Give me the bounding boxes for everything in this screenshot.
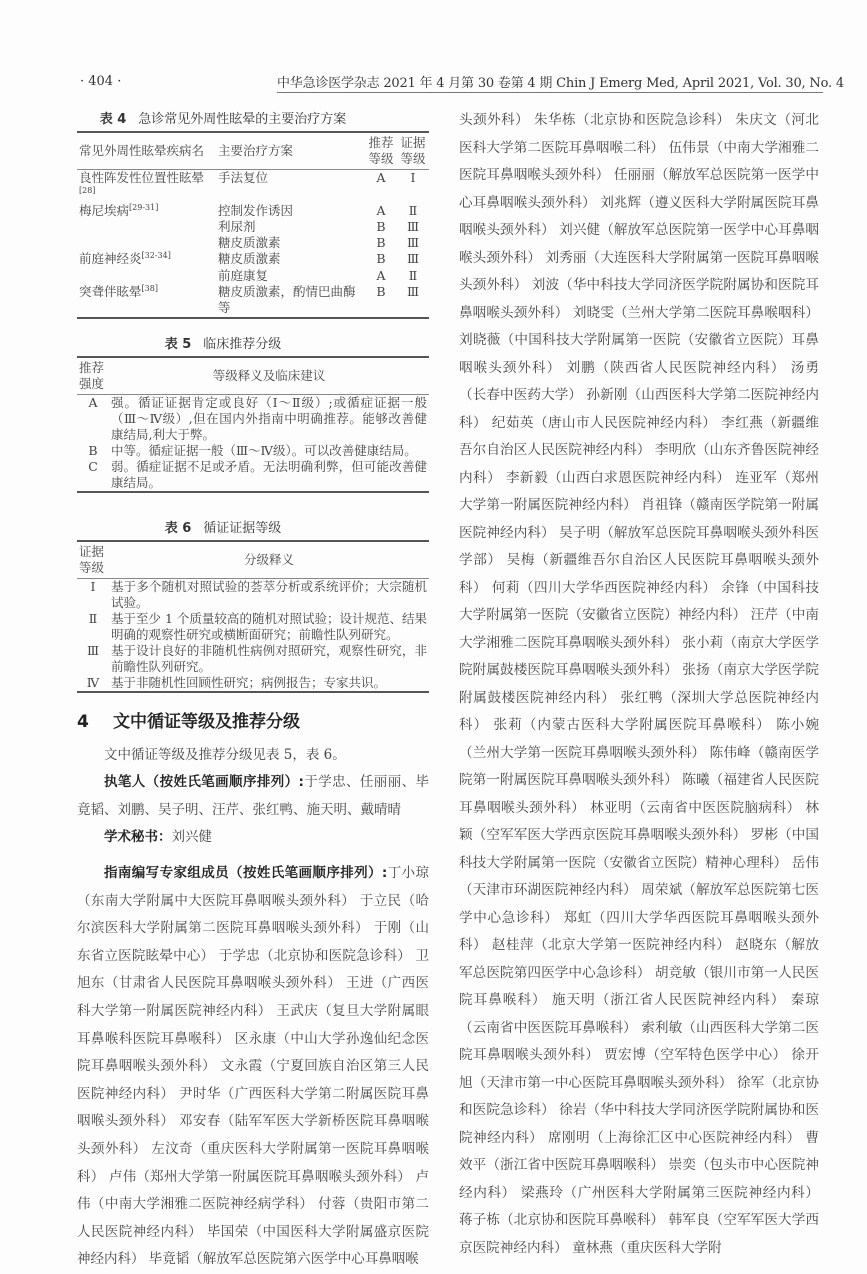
description-cell: 弱。循症证据不足或矛盾。无法明确利弊，但可能改善健康结局。 bbox=[111, 458, 427, 490]
level-cell: A bbox=[88, 394, 98, 410]
recommendation-level-cell: A bbox=[376, 170, 386, 185]
level-cell: C bbox=[88, 458, 98, 474]
right-column bbox=[459, 107, 819, 1262]
evidence-level-cell: Ⅲ bbox=[406, 251, 420, 267]
table4-row bbox=[77, 284, 429, 318]
secretary-label: 学术秘书： bbox=[104, 829, 172, 846]
table4-row bbox=[77, 235, 429, 251]
table4-row bbox=[77, 203, 429, 219]
section-title: 文中循证等级及推荐分级 bbox=[113, 711, 300, 732]
table4 bbox=[77, 131, 429, 319]
table4-title: 急诊常见外周性眩晕的主要治疗方案 bbox=[138, 112, 347, 127]
recommendation-level-cell: B bbox=[376, 235, 386, 251]
table4-disease-cell bbox=[77, 203, 216, 219]
secretary-name: 刘兴健 bbox=[171, 829, 212, 846]
reference-citation: [29-31] bbox=[129, 202, 159, 212]
table4-header-rec: 推荐等级 bbox=[368, 135, 394, 166]
table5-row bbox=[77, 394, 429, 443]
experts-label: 指南编写专家组成员（按姓氏笔画顺序排列）: bbox=[104, 865, 388, 882]
level-cell: Ⅱ bbox=[88, 610, 98, 626]
table4-disease-cell bbox=[77, 219, 216, 235]
authors-paragraph bbox=[77, 769, 429, 824]
table5-row bbox=[77, 443, 429, 459]
table6-header-desc: 分级释义 bbox=[243, 551, 294, 567]
table6-row bbox=[77, 578, 429, 611]
recommendation-level-cell: A bbox=[376, 202, 386, 218]
table4-row bbox=[77, 268, 429, 284]
treatment-cell: 糖皮质激素 bbox=[218, 235, 281, 251]
page-number: · 404 · bbox=[80, 74, 122, 89]
running-head: 中华急诊医学杂志 2021 年 4 月第 30 卷第 4 期 Chin J Emerg Med, April 2021, Vol. 30, No. 4 bbox=[277, 72, 823, 93]
description-cell: 基于至少 1 个质量较高的随机对照试验；设计规范、结果明确的观察性研究或横断面研究；前瞻性队列研究。 bbox=[111, 610, 427, 642]
recommendation-level-cell: B bbox=[376, 218, 386, 234]
reference-citation: [28] bbox=[79, 186, 96, 196]
table4-caption bbox=[77, 108, 369, 127]
treatment-cell: 糖皮质激素，酌情巴曲酶等 bbox=[218, 284, 356, 316]
table6-row bbox=[77, 643, 429, 675]
table6-caption bbox=[77, 517, 369, 536]
table6-row bbox=[77, 675, 429, 692]
treatment-cell: 前庭康复 bbox=[218, 267, 269, 283]
evidence-level-cell: Ⅱ bbox=[408, 267, 418, 283]
table6 bbox=[77, 540, 429, 693]
table5-header-desc: 等级释义及临床建议 bbox=[212, 367, 326, 383]
section-body: 文中循证等级及推荐分级见表 5，表 6。 bbox=[104, 746, 346, 763]
table4-header-treatment: 主要治疗方案 bbox=[218, 143, 294, 158]
evidence-level-cell: Ⅲ bbox=[406, 235, 420, 251]
authors-label: 执笔人（按姓氏笔画顺序排列）: bbox=[104, 774, 304, 791]
secretary-paragraph bbox=[77, 824, 429, 852]
treatment-cell: 手法复位 bbox=[218, 170, 269, 185]
table4-row bbox=[77, 219, 429, 235]
table6-title: 循证证据等级 bbox=[203, 520, 282, 536]
disease-name: 前庭神经炎 bbox=[79, 251, 142, 267]
disease-name: 梅尼埃病 bbox=[79, 202, 130, 218]
treatment-cell: 利尿剂 bbox=[218, 218, 256, 234]
table4-header-evidence: 证据等级 bbox=[400, 135, 426, 166]
authors-names: 于学忠、任丽丽、毕竟韬、刘鹏、吴子明、汪芹、张红鸭、施天明、戴晴晴 bbox=[77, 774, 429, 818]
table4-disease-cell bbox=[77, 170, 216, 203]
level-cell: Ⅳ bbox=[86, 674, 100, 690]
table4-disease-cell bbox=[77, 235, 216, 251]
reference-citation: [32-34] bbox=[141, 251, 171, 261]
experts-paragraph-right: 头颈外科） 朱华栋（北京协和医院急诊科） 朱庆文（河北医科大学第二医院耳鼻咽喉二科） 伍伟景（中南大学湘雅二医院耳鼻咽喉头颈外科） 任丽丽（解放军总医院第一医学中心耳鼻咽喉头颈外科） 刘兆辉（遵义医科大学附属医院耳鼻咽喉头颈外科） 刘兴健（解放军总医院第一医学中心耳鼻咽喉头颈外科） 刘秀丽（大连医科大学附属第一医院耳鼻咽喉头颈外科） 刘波（华中科技大学同济医学院附属协和医院耳鼻咽喉头颈外科） 刘晓雯（兰州大学第二医院耳鼻喉咽科） 刘晓薇（中国科技大学附属第一医院（安徽省立医院）耳鼻咽喉头颈外科） 刘鹏（陕西省人民医院神经内科） 汤勇（长春中医药大学） 孙新刚（山西医科大学第二医院神经内科） 纪茹英（唐山市人民医院神经内科） 李红燕（新疆维吾尔自治区人民医院神经内科） 李明欣（山东齐鲁医院神经内科） 李新毅（山西白求恩医院神经内科） 连亚军（郑州大学第一附属医院神经内科） 肖祖锋（赣南医学院第一附属医院神经内科） 吴子明（解放军总医院耳鼻咽喉头颈外科医学部） 吴梅（新疆维吾尔自治区人民医院耳鼻咽喉头颈外科） 何莉（四川大学华西医院神经内科） 余锋（中国科技大学附属第一医院（安徽省立医院）神经内科） 汪芹（中南大学湘雅二医院耳鼻咽喉头颈外科） 张小莉（南京大学医学院附属鼓楼医院耳鼻咽喉头颈外科） 张扬（南京大学医学院附属鼓楼医院神经内科） 张红鸭（深圳大学总医院神经内科） 张莉（内蒙古医科大学附属医院耳鼻喉科） 陈小婉（兰州大学第一医院耳鼻咽喉头颈外科） 陈伟峰（赣南医学院第一附属医院耳鼻咽喉头颈外科） 陈曦（福建省人民医院耳鼻咽喉头颈外科） 林亚明（云南省中医医院脑病科） 林颖（空军军医大学西京医院耳鼻咽喉头颈外科） 罗彬（中国科技大学附属第一医院（安徽省立医院）精神心理科） 岳伟（天津市环湖医院神经内科） 周荣斌（解放军总医院第七医学中心急诊科） 郑虹（四川大学华西医院耳鼻咽喉头颈外科） 赵桂萍（北京大学第一医院神经内科） 赵晓东（解放军总医院第四医学中心急诊科） 胡竞敏（银川市第一人民医院耳鼻喉科） 施天明（浙江省人民医院神经内科） 秦琼（云南省中医医院耳鼻喉科） 索利敏（山西医科大学第二医院耳鼻咽喉头颈外科） 贾宏博（空军特色医学中心） 徐开旭（天津市第一中心医院耳鼻咽喉头颈外科） 徐军（北京协和医院急诊科） 徐岩（华中科技大学同济医学院附属协和医院神经内科） 席刚明（上海徐汇区中心医院神经内科） 曹效平（浙江省中医院耳鼻咽喉科） 崇奕（包头市中心医院神经内科） 梁燕玲（广州医科大学附属第三医院神经内科） 蒋子栋（北京协和医院耳鼻喉科） 韩军良（空军军医大学西京医院神经内科） 童林燕（重庆医科大学附 bbox=[459, 112, 819, 1256]
treatment-cell: 控制发作诱因 bbox=[218, 202, 294, 218]
table6-row bbox=[77, 611, 429, 643]
table4-label: 表 4 bbox=[99, 112, 127, 127]
experts-paragraph-left bbox=[77, 860, 429, 1274]
recommendation-level-cell: A bbox=[376, 267, 386, 283]
table5-label: 表 5 bbox=[164, 336, 192, 352]
disease-name: 良性阵发性位置性眩晕 bbox=[79, 170, 205, 185]
table5 bbox=[77, 356, 429, 493]
evidence-level-cell: Ⅲ bbox=[406, 218, 420, 234]
table6-header-level: 证据等级 bbox=[79, 543, 105, 575]
level-cell: B bbox=[88, 442, 98, 458]
description-cell: 基于多个随机对照试验的荟萃分析或系统评价；大宗随机试验。 bbox=[111, 578, 427, 610]
evidence-level-cell: Ⅱ bbox=[408, 202, 418, 218]
table5-header-level: 推荐强度 bbox=[79, 359, 105, 391]
left-column bbox=[77, 108, 429, 1274]
level-cell: Ⅰ bbox=[90, 578, 96, 594]
recommendation-level-cell: B bbox=[376, 284, 386, 300]
table6-label: 表 6 bbox=[164, 520, 192, 536]
treatment-cell: 糖皮质激素 bbox=[218, 251, 281, 267]
table4-row bbox=[77, 170, 429, 203]
table4-row bbox=[77, 251, 429, 267]
experts-left-text: 丁小琼（东南大学附属中大医院耳鼻咽喉头颈外科） 于立民（哈尔滨医科大学附属第二医院耳鼻咽喉头颈外科） 于刚（山东省立医院眩晕中心） 于学忠（北京协和医院急诊科） 卫旭东（甘肃省人民医院耳鼻咽喉头颈外科） 王进（广西医科大学第一附属医院神经内科） 王武庆（复旦大学附属眼耳鼻喉科医院耳鼻喉科） 区永康（中山大学孙逸仙纪念医院耳鼻咽喉头颈外科） 文永霞（宁夏回族自治区第三人民医院神经内科） 尹时华（广西医科大学第二附属医院耳鼻咽喉头颈外科） 邓安春（陆军军医大学新桥医院耳鼻咽喉头颈外科） 左汶奇（重庆医科大学附属第一医院耳鼻咽喉科） 卢伟（郑州大学第一附属医院耳鼻咽喉头颈外科） 卢伟（中南大学湘雅二医院神经病学科） 付蓉（贵阳市第二人民医院神经内科） 毕国荣（中国医科大学附属盛京医院神经内科） 毕竟韬（解放军总医院第六医学中心耳鼻咽喉 bbox=[77, 865, 429, 1268]
evidence-level-cell: Ⅰ bbox=[410, 170, 416, 185]
table4-disease-cell bbox=[77, 284, 216, 318]
disease-name: 突聋伴眩晕 bbox=[79, 284, 142, 300]
table5-caption bbox=[77, 333, 369, 352]
description-cell: 中等。循症证据一般（Ⅲ～Ⅳ级）。可以改善健康结局。 bbox=[111, 442, 417, 458]
description-cell: 强。循证证据肯定或良好（Ⅰ～Ⅱ级）;或循症证据一般（Ⅲ～Ⅳ级）,但在国内外指南中明确推荐。能够改善健康结局,利大于弊。 bbox=[111, 394, 427, 442]
description-cell: 基于非随机性回顾性研究；病例报告；专家共识。 bbox=[111, 674, 387, 690]
table4-disease-cell bbox=[77, 268, 216, 284]
recommendation-level-cell: B bbox=[376, 251, 386, 267]
table5-row bbox=[77, 459, 429, 492]
section-heading bbox=[77, 707, 369, 732]
evidence-level-cell: Ⅲ bbox=[406, 284, 420, 300]
description-cell: 基于设计良好的非随机性病例对照研究，观察性研究，非前瞻性队列研究。 bbox=[111, 642, 427, 674]
table4-disease-cell bbox=[77, 251, 216, 267]
reference-citation: [38] bbox=[141, 283, 158, 293]
table4-header-disease: 常见外周性眩晕疾病名 bbox=[79, 143, 205, 158]
table5-title: 临床推荐分级 bbox=[203, 336, 282, 352]
section-number: 4 bbox=[77, 711, 89, 732]
level-cell: Ⅲ bbox=[86, 642, 100, 658]
